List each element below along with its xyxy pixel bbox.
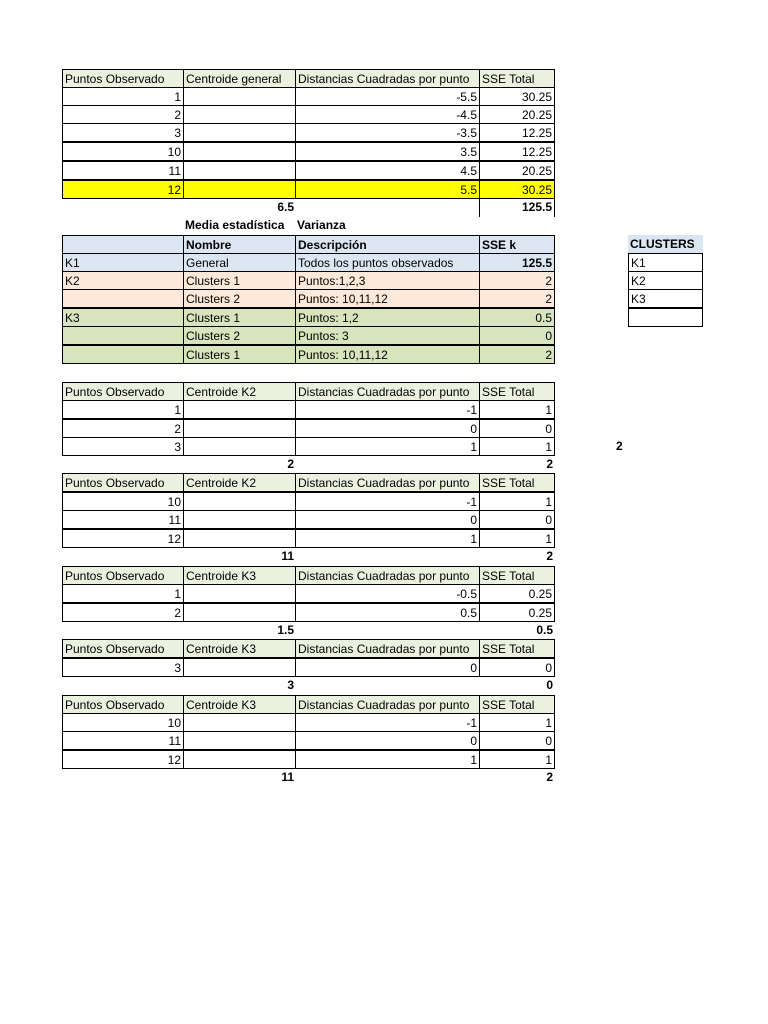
summary-header-cell[interactable]: SSE k [479, 235, 555, 254]
header-cell[interactable]: Puntos Observado [62, 695, 184, 714]
centroid-value[interactable]: 3 [287, 678, 294, 692]
sse-total-value[interactable]: 125.5 [479, 198, 555, 217]
cell-sse[interactable]: 30.25 [479, 87, 555, 106]
cell-distance[interactable]: -1 [295, 492, 480, 511]
cell-point[interactable]: 2 [62, 603, 184, 622]
cell-point[interactable]: 11 [62, 161, 184, 180]
cell-distance[interactable]: -1 [295, 713, 480, 732]
header-cell[interactable]: SSE Total [479, 69, 555, 88]
cell-sse[interactable]: 12.25 [479, 123, 555, 142]
cell-sse[interactable]: 1 [479, 713, 555, 732]
cell-sse[interactable]: 12.25 [479, 142, 555, 161]
cell-centroid[interactable] [183, 658, 296, 677]
cell-point[interactable]: 2 [62, 419, 184, 438]
summary-description[interactable]: Puntos: 10,11,12 [295, 345, 480, 364]
header-cell[interactable]: Centroide general [183, 69, 296, 88]
cell-sse[interactable]: 1 [479, 492, 555, 511]
side-value[interactable]: 2 [616, 439, 623, 453]
sse-total-value[interactable]: 2 [546, 770, 553, 784]
header-cell[interactable]: Puntos Observado [62, 69, 184, 88]
summary-sse[interactable]: 0.5 [479, 308, 555, 327]
cell-sse[interactable]: 0.25 [479, 584, 555, 603]
cell-point[interactable]: 11 [62, 731, 184, 750]
cell-sse[interactable]: 1 [479, 529, 555, 548]
header-cell[interactable]: Centroide K3 [183, 695, 296, 714]
cell-distance[interactable]: -0.5 [295, 584, 480, 603]
header-cell[interactable]: Puntos Observado [62, 382, 184, 401]
cell-point[interactable]: 3 [62, 437, 184, 456]
summary-k[interactable] [62, 345, 184, 364]
cell-point[interactable]: 10 [62, 492, 184, 511]
summary-header-cell[interactable]: Descripción [295, 235, 480, 254]
cell-point[interactable]: 1 [62, 87, 184, 106]
cell-sse[interactable]: 1 [479, 437, 555, 456]
cell-centroid[interactable] [183, 603, 296, 622]
cell-centroid[interactable] [183, 105, 296, 124]
cluster-item[interactable]: K2 [628, 271, 703, 290]
header-cell[interactable]: Distancias Cuadradas por punto [295, 639, 480, 658]
summary-sse[interactable]: 125.5 [479, 253, 555, 272]
cell-point[interactable]: 12 [62, 750, 184, 769]
centroid-value[interactable]: 2 [287, 457, 294, 471]
cell-sse[interactable]: 1 [479, 750, 555, 769]
header-cell[interactable]: Distancias Cuadradas por punto [295, 473, 480, 492]
summary-description[interactable]: Puntos: 3 [295, 326, 480, 345]
cell-centroid[interactable] [183, 731, 296, 750]
cell-sse[interactable]: 20.25 [479, 161, 555, 180]
summary-name[interactable]: Clusters 1 [183, 271, 296, 290]
header-cell[interactable]: SSE Total [479, 382, 555, 401]
cell-sse-highlighted[interactable]: 30.25 [479, 180, 555, 199]
summary-header-cell[interactable] [62, 235, 184, 254]
cell-centroid[interactable] [183, 419, 296, 438]
cluster-item[interactable]: K3 [628, 289, 703, 308]
cell-point[interactable]: 1 [62, 584, 184, 603]
cell-point[interactable]: 3 [62, 658, 184, 677]
header-cell[interactable]: Centroide K3 [183, 566, 296, 585]
cell-point[interactable]: 2 [62, 105, 184, 124]
centroid-value[interactable]: 11 [281, 770, 294, 784]
cell-centroid[interactable] [183, 400, 296, 419]
cell-centroid[interactable] [183, 713, 296, 732]
cell-centroid[interactable] [183, 750, 296, 769]
cell-point[interactable]: 12 [62, 529, 184, 548]
summary-k[interactable] [62, 289, 184, 308]
header-cell[interactable]: Distancias Cuadradas por punto [295, 695, 480, 714]
sse-total-value[interactable]: 2 [546, 457, 553, 471]
cell-distance[interactable]: 4.5 [295, 161, 480, 180]
cell-sse[interactable]: 0.25 [479, 603, 555, 622]
cell-centroid[interactable] [183, 123, 296, 142]
cell-distance[interactable]: 0.5 [295, 603, 480, 622]
sse-total-value[interactable]: 0 [546, 678, 553, 692]
cell-point-highlighted[interactable]: 12 [62, 180, 184, 199]
cell-distance[interactable]: 1 [295, 750, 480, 769]
summary-sse[interactable]: 0 [479, 326, 555, 345]
summary-name[interactable]: Clusters 1 [183, 345, 296, 364]
cluster-item[interactable]: K1 [628, 253, 703, 272]
cell-sse[interactable]: 0 [479, 510, 555, 529]
summary-sse[interactable]: 2 [479, 289, 555, 308]
cell-distance[interactable]: -3.5 [295, 123, 480, 142]
cell-distance[interactable]: 3.5 [295, 142, 480, 161]
variance-label: Varianza [297, 218, 346, 232]
header-cell[interactable]: Puntos Observado [62, 473, 184, 492]
cell-distance[interactable]: 0 [295, 658, 480, 677]
summary-description[interactable]: Puntos: 1,2 [295, 308, 480, 327]
summary-sse[interactable]: 2 [479, 345, 555, 364]
summary-name[interactable]: Clusters 2 [183, 289, 296, 308]
header-cell[interactable]: SSE Total [479, 695, 555, 714]
cell-centroid-highlighted[interactable] [183, 180, 296, 199]
cell-distance[interactable]: 1 [295, 529, 480, 548]
header-cell[interactable]: Centroide K3 [183, 639, 296, 658]
cell-distance-highlighted[interactable]: 5.5 [295, 180, 480, 199]
cell-point[interactable]: 10 [62, 142, 184, 161]
cell-sse[interactable]: 0 [479, 419, 555, 438]
cell-distance[interactable]: -1 [295, 400, 480, 419]
header-cell[interactable]: Distancias Cuadradas por punto [295, 382, 480, 401]
sse-total-value[interactable]: 2 [546, 549, 553, 563]
summary-description[interactable]: Puntos: 10,11,12 [295, 289, 480, 308]
cell-distance[interactable]: -5.5 [295, 87, 480, 106]
centroid-value[interactable]: 11 [281, 549, 294, 563]
cell-sse[interactable]: 0 [479, 658, 555, 677]
centroid-value[interactable]: 1.5 [277, 623, 294, 637]
cell-point[interactable]: 10 [62, 713, 184, 732]
header-cell[interactable]: Puntos Observado [62, 639, 184, 658]
header-cell[interactable]: SSE Total [479, 639, 555, 658]
header-cell[interactable]: Puntos Observado [62, 566, 184, 585]
cell-sse[interactable]: 20.25 [479, 105, 555, 124]
centroid-label: Media estadística [185, 218, 285, 232]
cell-centroid[interactable] [183, 529, 296, 548]
cell-distance[interactable]: 0 [295, 510, 480, 529]
header-cell[interactable]: Distancias Cuadradas por punto [295, 566, 480, 585]
summary-header-cell[interactable]: Nombre [183, 235, 296, 254]
cell-centroid[interactable] [183, 142, 296, 161]
summary-k[interactable]: K3 [62, 308, 184, 327]
header-cell[interactable]: SSE Total [479, 473, 555, 492]
cell-point[interactable]: 3 [62, 123, 184, 142]
cell-centroid[interactable] [183, 437, 296, 456]
header-cell[interactable]: Centroide K2 [183, 382, 296, 401]
summary-name[interactable]: Clusters 1 [183, 308, 296, 327]
summary-description[interactable]: Puntos:1,2,3 [295, 271, 480, 290]
cell-centroid[interactable] [183, 87, 296, 106]
cell-sse[interactable]: 1 [479, 400, 555, 419]
centroid-value[interactable]: 6.5 [277, 200, 294, 214]
cell-sse[interactable]: 0 [479, 731, 555, 750]
summary-name[interactable]: General [183, 253, 296, 272]
cell-distance[interactable]: 0 [295, 731, 480, 750]
cell-centroid[interactable] [183, 492, 296, 511]
summary-k[interactable]: K2 [62, 271, 184, 290]
clusters-header[interactable]: CLUSTERS [628, 235, 703, 254]
summary-sse[interactable]: 2 [479, 271, 555, 290]
sse-total-value[interactable]: 0.5 [536, 623, 553, 637]
cell-distance[interactable]: 1 [295, 437, 480, 456]
cell-point[interactable]: 11 [62, 510, 184, 529]
cell-distance[interactable]: -4.5 [295, 105, 480, 124]
header-cell[interactable]: SSE Total [479, 566, 555, 585]
header-cell[interactable]: Distancias Cuadradas por punto [295, 69, 480, 88]
cell-point[interactable]: 1 [62, 400, 184, 419]
header-cell[interactable]: Centroide K2 [183, 473, 296, 492]
cell-centroid[interactable] [183, 510, 296, 529]
cell-centroid[interactable] [183, 584, 296, 603]
summary-k[interactable]: K1 [62, 253, 184, 272]
cell-centroid[interactable] [183, 161, 296, 180]
cluster-item[interactable] [628, 308, 703, 327]
summary-name[interactable]: Clusters 2 [183, 326, 296, 345]
summary-description[interactable]: Todos los puntos observados [295, 253, 480, 272]
cell-distance[interactable]: 0 [295, 419, 480, 438]
summary-k[interactable] [62, 326, 184, 345]
